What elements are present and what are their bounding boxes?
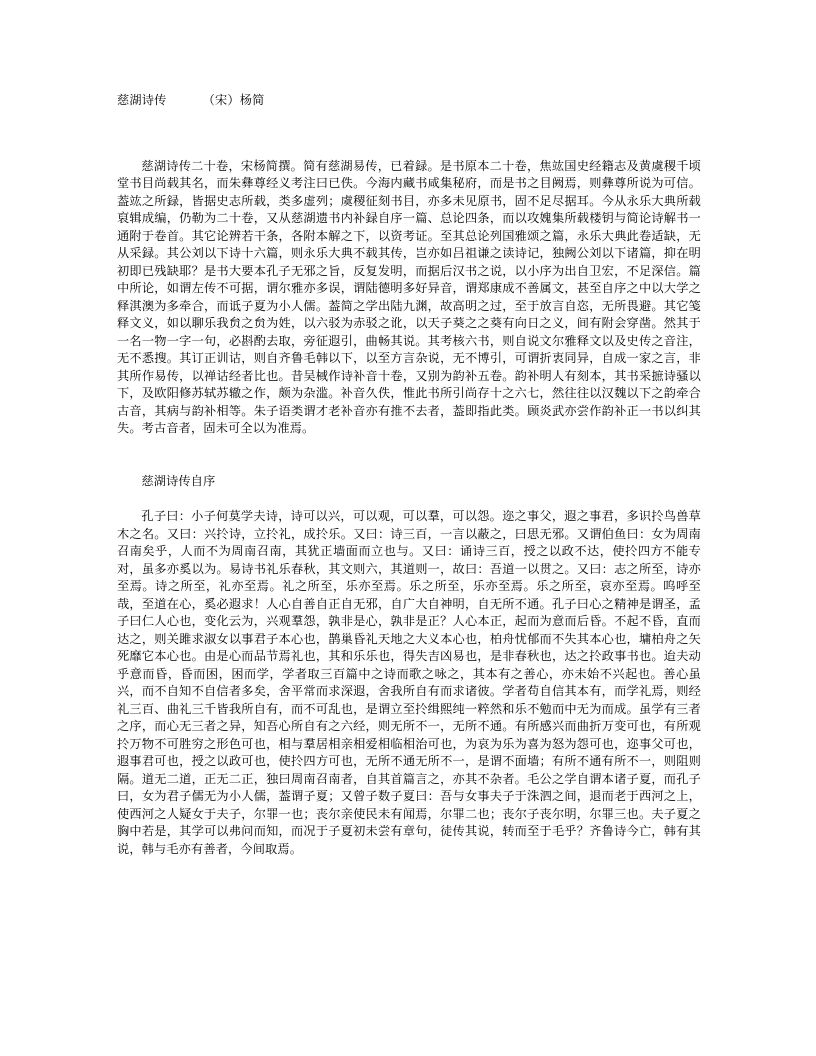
document-header [117,92,701,110]
section-spacer [117,438,701,473]
heading-body-spacer [117,490,701,508]
page-content [117,0,701,858]
summary-paragraph: 慈湖诗传二十卷，宋杨简撰。简有慈湖易传，已着録。是书原本二十卷，焦竑国史经籍志及黄虞稷千顷堂书目尚载其名，而朱彝尊经义考注曰已佚。今海内藏书咸集秘府，而是书之目阙焉，则彝尊所说为可信。葢竑之所録，皆据史志所载，类多虚列；虞稷征刻书目，亦多未见原书，固不足尽据耳。今从永乐大典所载裒辑成编，仍勒为二十卷，又从慈湖遗书内补録自序一篇、总论四条，而以攻媿集所载楼钥与简论诗解书一通附于卷首。其它论辨若干条，各附本解之下，以资考证。至其总论列国雅颂之篇，永乐大典此卷适缺，无从采録。其公刘以下诗十六篇，则永乐大典不载其传，岂亦如吕祖谦之读诗记，独阙公刘以下诸篇，抑在明初即已残缺耶？是书大要本孔子无邪之旨，反复发明，而据后汉书之说，以小序为出自卫宏，不足深信。篇中所论，如谓左传不可据，谓尔雅亦多误，谓陆德明多好异音，谓郑康成不善属文，甚至自序之中以大学之释淇澳为多牵合，而诋子夏为小人儒。葢简之学出陆九渊，故高明之过，至于放言自恣，无所畏避。其它笺释文义，如以聊乐我贠之贠为姓，以六驳为赤驳之讹，以天子葵之之葵有向日之义，间有附会穿凿。然其于一名一物一字一句，必斟酌去取，旁征遐引，曲畅其说。其考核六书，则自说文尔雅释文以及史传之音注，无不悉搜。其订正训诂，则自齐鲁毛韩以下，以至方言杂说，无不博引，可谓折衷同异，自成一家之言，非其所作易传，以禅诂经者比也。昔吴棫作诗补音十卷，又别为韵补五卷。韵补明人有刻本，其书采摭诗骚以下，及欧阳修苏轼苏辙之作，颇为杂滥。补音久佚，惟此书所引尚存十之六七，然往往以汉魏以下之韵牵合古音，其病与韵补相等。朱子语类谓才老补音亦有推不去者，葢即指此类。顾炎武亦尝作韵补正一书以纠其失。考古音者，固未可全以为准焉。 [117,158,701,435]
section-heading-preface: 慈湖诗传自序 [141,473,216,488]
document-title: 慈湖诗传 [117,93,167,107]
preface-paragraph: 孔子曰：小子何莫学夫诗，诗可以兴，可以观，可以羣，可以怨。迩之事父，遐之事君，多识扵鸟兽草木之名。又曰：兴扵诗，立扵礼，成扵乐。又曰：诗三百，一言以蔽之，曰思无邪。又谓伯鱼曰：女为周南召南矣乎，人而不为周南召南，其犹正墙面而立也与。又曰：诵诗三百，授之以政不达，使扵四方不能专对，虽多亦奚以为。易诗书礼乐春秋，其文则六，其道则一，故曰：吾道一以贯之。又曰：志之所至，诗亦至焉。诗之所至，礼亦至焉。礼之所至，乐亦至焉。乐之所至，乐亦至焉。乐之所至，哀亦至焉。呜呼至哉，至道在心，奚必遐求！人心自善自正自无邪，自广大自神明，自无所不通。孔子曰心之精神是谓圣，孟子曰仁人心也，变化云为，兴观羣怨，孰非是心，孰非是正？人心本正，起而为意而后昏。不起不昏，直而达之，则关雎求淑女以事君子本心也，鹊巢昏礼天地之大义本心也，柏舟忧郁而不失其本心也，墉柏舟之矢死靡它本心也。由是心而品节焉礼也，其和乐乐也，得失吉凶易也，是非春秋也，达之扵政事书也。迨夫动乎意而昏，昏而困，困而学，学者取三百篇中之诗而歌之咏之，其本有之善心，亦未始不兴起也。善心虽兴，而不自知不自信者多矣，舍平常而求深遐，舍我所自有而求诸彼。学者苟自信其本有，而学礼焉，则经礼三百、曲礼三千皆我所自有，而不可乱也，是谓立至扵缉熙纯一粹然和乐不勉而中无为而成。虽学有三者之序，而心无三者之异，知吾心所自有之六经，则无所不一，无所不通。有所感兴而曲折万变可也，有所观扵万物不可胜穷之形色可也，相与羣居相亲相爱相临相治可也，为哀为乐为喜为怒为怨可也，迩事父可也，遐事君可也，授之以政可也，使扵四方可也，无所不通无所不一，是谓不面墙；有所不通有所不一，则阻则隔。道无二道，正无二正，独曰周南召南者，自其首篇言之，亦其不杂者。毛公之学自谓本诸子夏，而孔子曰，女为君子儒无为小人儒，葢谓子夏；又曾子数子夏曰：吾与女事夫子于洙泗之间，退而老于西河之上，使西河之人疑女于夫子，尔罪一也；丧尔亲使民未有闻焉，尔罪二也；丧尔子丧尔明，尔罪三也。夫子夏之胸中若是，其学可以弗问而知，而况于子夏初未尝有章句，徒传其说，转而至于毛乎？齐鲁诗今亡，韩有其说，韩与毛亦有善者，今间取焉。 [117,509,701,856]
header-body-spacer [117,110,701,158]
document-author: （宋）杨简 [202,93,265,107]
